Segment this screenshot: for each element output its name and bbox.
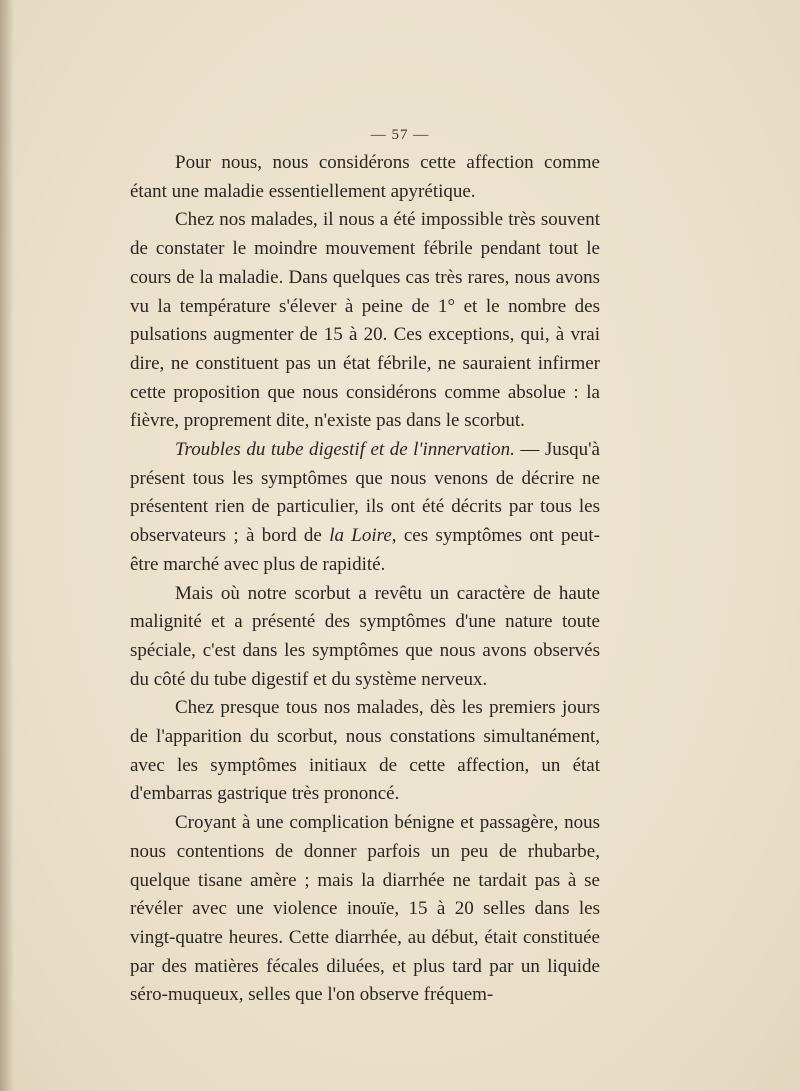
paragraph-3 xyxy=(130,436,600,580)
paragraph-3-text-b: , ces symptômes ont peut-être marché avec plus de rapidité. xyxy=(130,525,601,575)
paragraph-2: Chez nos malades, il nous a été impossible très souvent de constater le moindre mouvement fébrile pendant tout le cours de la maladie. Dans quelques cas très rares, nous avons vu la température s'élever à peine de 1° et le nombre des pulsations augmenter de 15 à 20. Ces exceptions, qui, à vrai dire, ne constituent pas un état fébrile, ne sauraient infirmer cette proposition que nous considérons comme absolue : la fièvre, proprement dite, n'existe pas dans le scorbut. xyxy=(130,209,600,432)
paragraph-5: Chez presque tous nos malades, dès les premiers jours de l'apparition du scorbut, nous constations simultanément, avec les symptômes initiaux de cette affection, un état d'embarras gastrique très prononcé. xyxy=(130,697,600,805)
section-heading: Troubles du tube digestif et de l'innervation. xyxy=(175,439,515,461)
paragraph-1: Pour nous, nous considérons cette affection comme étant une maladie essentiellement apyrétique. xyxy=(130,152,600,202)
page-number: — 57 — xyxy=(370,127,430,143)
paragraph-6: Croyant à une complication bénigne et passagère, nous nous contentions de donner parfois un peu de rhubarbe, quelque tisane amère ; mais la diarrhée ne tardait pas à se révéler avec une violence inouïe, 15 à 20 selles dans les vingt-quatre heures. Cette diarrhée, au début, était constituée par des matières fécales diluées, et plus tard par un liquide séro-muqueux, selles que l'on observe fréquem- xyxy=(130,812,600,1006)
paragraph-4: Mais où notre scorbut a revêtu un caractère de haute malignité et a présenté des symptômes d'une nature toute spéciale, c'est dans les symptômes que nous avons observés du côté du tube digestif et du système nerveux. xyxy=(130,582,600,690)
paragraph-3-text-a: — Jusqu'à présent tous les symptômes que nous venons de décrire ne présentent rien de particulier, ils ont été décrits par tous les observateurs ; à bord de xyxy=(130,439,600,547)
page-binding-shadow xyxy=(0,0,14,1091)
ship-name: la Loire xyxy=(329,525,392,547)
body-text xyxy=(130,149,600,1010)
